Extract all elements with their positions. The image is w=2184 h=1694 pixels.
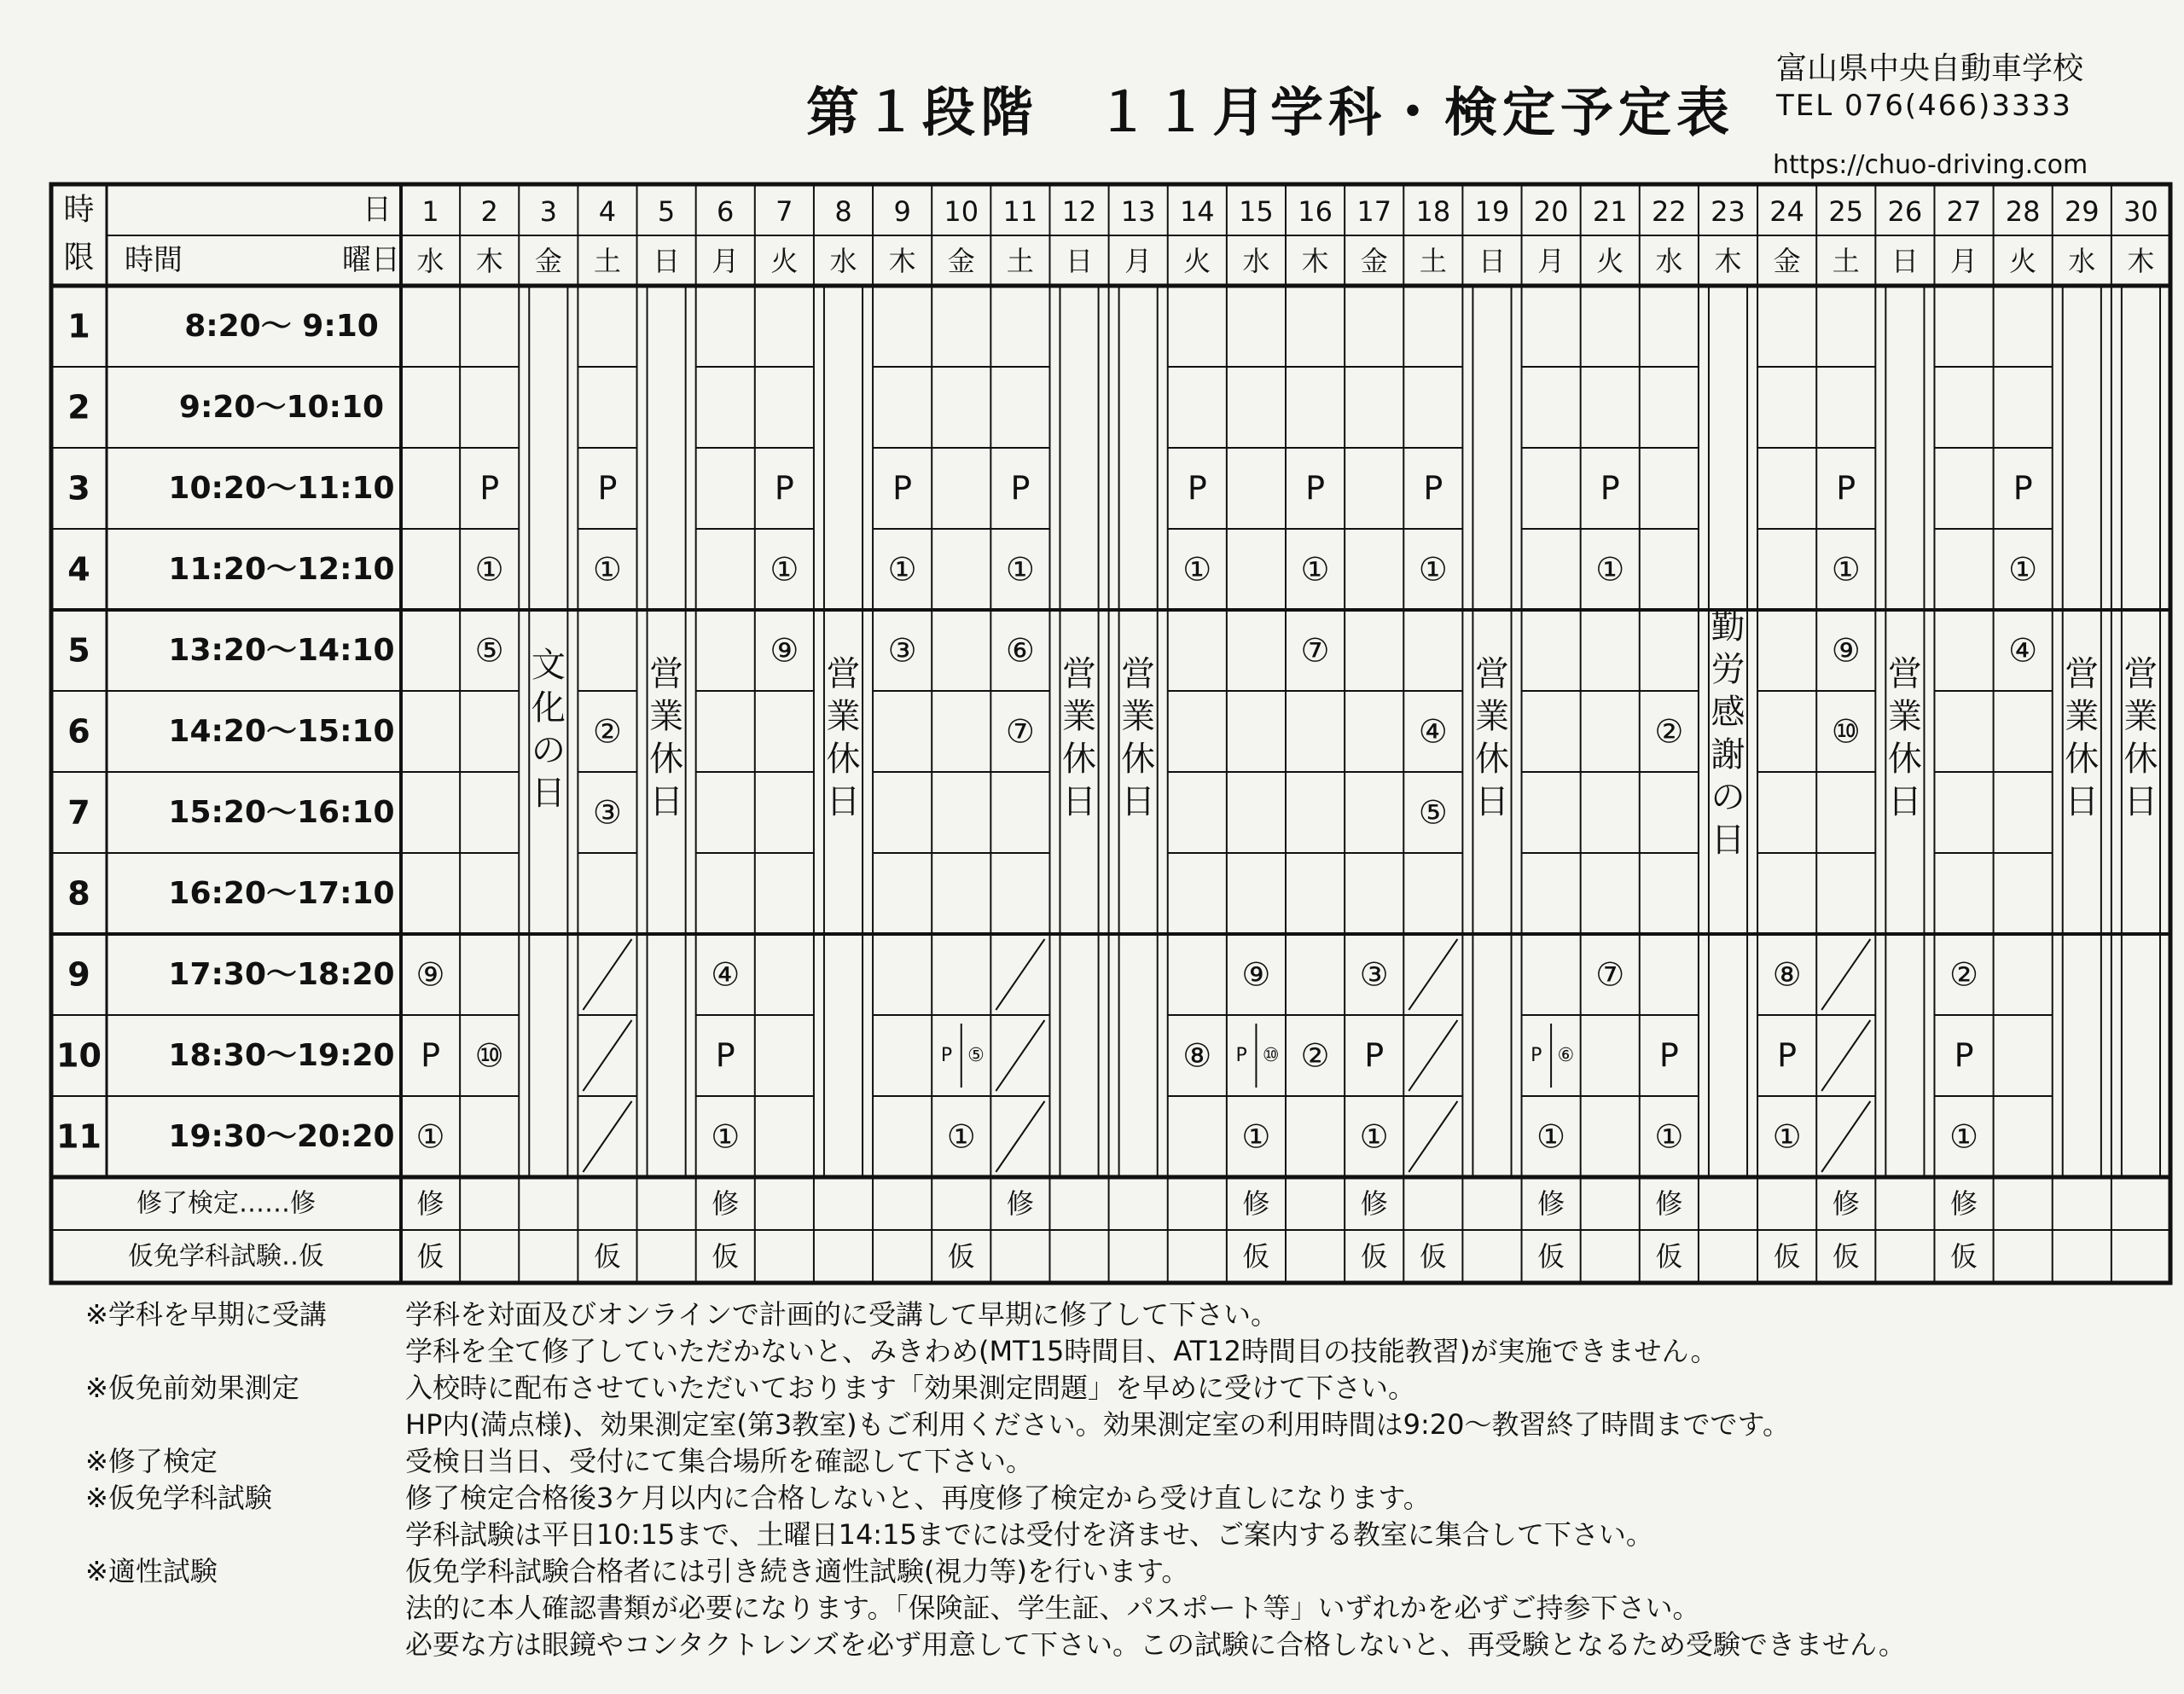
exam-row-label: 修了検定……修 (136, 1188, 316, 1219)
schedule-cell: ④ (711, 955, 741, 994)
note-label: ※修了検定 (85, 1445, 218, 1477)
slash-mark (583, 1101, 631, 1172)
closed-day-label: 業 (1121, 697, 1156, 736)
day-number: 8 (834, 195, 852, 228)
schedule-cell: ④ (2008, 631, 2038, 670)
day-number: 2 (480, 195, 498, 228)
period-number: 8 (67, 874, 90, 913)
exam-mark: 仮 (1773, 1240, 1801, 1273)
day-number: 12 (1061, 195, 1097, 228)
schedule-cell: ⑧ (1772, 955, 1802, 994)
split-cell-right: ⑤ (967, 1045, 985, 1066)
day-number: 28 (2005, 195, 2041, 228)
closed-day-label: 日 (649, 782, 684, 821)
note-label: ※仮免学科試験 (85, 1482, 272, 1514)
weekday: 木 (2127, 245, 2155, 277)
weekday: 金 (1360, 245, 1388, 277)
corner-time-label: 時間 (125, 243, 183, 277)
split-cell-left: P (940, 1045, 953, 1066)
day-number: 6 (717, 195, 735, 228)
weekday: 水 (829, 245, 857, 277)
period-time: 18:30～19:20 (168, 1038, 395, 1073)
note-text: 入校時に配布させていただいております「効果測定問題」を早めに受けて下さい。 (405, 1372, 1416, 1404)
day-number: 17 (1356, 195, 1392, 228)
period-time: 10:20～11:10 (168, 471, 395, 506)
weekday: 火 (1596, 245, 1624, 277)
corner-day-label: 日 (363, 193, 392, 227)
period-time: 14:20～15:10 (168, 714, 395, 749)
weekday: 火 (770, 245, 799, 277)
closed-day-label: 日 (2065, 782, 2100, 821)
schedule-cell: ⑦ (1005, 712, 1035, 751)
closed-day-label: 日 (1711, 821, 1745, 860)
schedule-cell: ① (1005, 550, 1035, 589)
note-text: 学科を全て修了していただかないと、みきわめ(MT15時間目、AT12時間目の技能教習)が実施できません。 (405, 1335, 1718, 1367)
day-number: 7 (775, 195, 793, 228)
schedule-cell: P (479, 469, 500, 508)
schedule-cell: ② (592, 712, 623, 751)
corner-weekday-label: 曜日 (342, 243, 400, 277)
exam-mark: 仮 (1360, 1240, 1388, 1273)
day-number: 14 (1179, 195, 1215, 228)
day-number: 24 (1769, 195, 1804, 228)
split-cell-left: P (1531, 1045, 1542, 1066)
slash-mark (1409, 939, 1457, 1010)
weekday: 月 (1124, 245, 1153, 277)
schedule-cell: P (892, 469, 913, 508)
schedule-cell: ③ (887, 631, 917, 670)
period-number: 11 (56, 1117, 102, 1156)
period-time: 9:20～10:10 (178, 390, 385, 425)
period-number: 9 (67, 955, 90, 994)
closed-day-label: の (1711, 778, 1745, 817)
closed-day-label: 日 (1474, 782, 1509, 821)
period-number: 3 (67, 469, 90, 508)
corner-jigen-bottom: 限 (63, 240, 95, 276)
exam-mark: 仮 (947, 1240, 975, 1273)
schedule-cell: ② (1949, 955, 1979, 994)
period-number: 7 (67, 793, 90, 832)
weekday: 日 (653, 245, 681, 277)
day-number: 9 (893, 195, 911, 228)
day-number: 23 (1711, 195, 1745, 228)
exam-mark: 仮 (1832, 1240, 1860, 1273)
schedule-cell: P (1777, 1036, 1798, 1075)
period-time: 11:20～12:10 (168, 552, 395, 587)
weekday: 木 (888, 245, 916, 277)
day-number: 4 (598, 195, 617, 228)
note-text: 必要な方は眼鏡やコンタクトレンズを必ず用意して下さい。この試験に合格しないと、再受験となるため受験できません。 (405, 1628, 1906, 1661)
weekday: 火 (2009, 245, 2037, 277)
schedule-cell: ① (1300, 550, 1330, 589)
day-number: 3 (539, 195, 558, 228)
schedule-cell: ② (1654, 712, 1684, 751)
slash-mark (1409, 1101, 1457, 1172)
weekday: 水 (416, 245, 444, 277)
schedule-cell: P (2013, 469, 2033, 508)
weekday: 土 (1006, 245, 1034, 277)
closed-day-label: 営 (2123, 654, 2158, 693)
day-number: 18 (1415, 195, 1451, 228)
schedule-cell: ⑨ (1241, 955, 1271, 994)
note-text: 受検日当日、受付にて集合場所を確認して下さい。 (405, 1445, 1034, 1477)
exam-mark: 修 (1006, 1187, 1034, 1220)
period-number: 6 (67, 712, 90, 751)
closed-day-label: 営 (1474, 654, 1509, 693)
schedule-cell: P (715, 1036, 735, 1075)
weekday: 日 (1891, 245, 1919, 277)
exam-mark: 仮 (1419, 1240, 1447, 1273)
closed-day-label: 日 (1121, 782, 1156, 821)
period-number: 1 (67, 307, 90, 345)
period-time: 8:20～ 9:10 (184, 309, 379, 344)
schedule-cell: ④ (1418, 712, 1448, 751)
note-text: 仮免学科試験合格者には引き続き適性試験(視力等)を行います。 (405, 1555, 1189, 1587)
schedule-cell: ① (1654, 1117, 1684, 1156)
exam-mark: 修 (1950, 1187, 1978, 1220)
period-number: 2 (67, 388, 90, 426)
weekday: 水 (1242, 245, 1270, 277)
weekday: 木 (1714, 245, 1742, 277)
weekday: 火 (1183, 245, 1211, 277)
school-phone: TEL 076(466)3333 (1776, 89, 2072, 123)
closed-day-label: 謝 (1711, 735, 1745, 774)
exam-mark: 修 (1242, 1187, 1270, 1220)
slash-mark (583, 939, 631, 1010)
weekday: 日 (1478, 245, 1506, 277)
schedule-cell: ⑩ (1831, 712, 1861, 751)
schedule-cell: P (774, 469, 794, 508)
day-number: 15 (1239, 195, 1274, 228)
period-number: 10 (56, 1036, 102, 1075)
period-time: 13:20～14:10 (168, 633, 395, 668)
slash-mark (1821, 1101, 1870, 1172)
exam-mark: 仮 (1950, 1240, 1978, 1273)
slash-mark (996, 1020, 1044, 1091)
schedule-cell: ① (1418, 550, 1448, 589)
schedule-cell: P (1658, 1036, 1679, 1075)
closed-day-label: 休 (2123, 740, 2158, 779)
schedule-cell: ① (415, 1117, 445, 1156)
schedule-cell: ⑤ (1418, 793, 1448, 832)
closed-day-label: 業 (1474, 697, 1509, 736)
schedule-cell: ⑤ (474, 631, 504, 670)
day-number: 20 (1533, 195, 1569, 228)
note-text: 修了検定合格後3ケ月以内に合格しないと、再度修了検定から受け直しになります。 (405, 1482, 1431, 1514)
closed-day-label: 休 (2065, 740, 2100, 779)
closed-day-label: 勤 (1711, 607, 1745, 647)
closed-day-label: 休 (1121, 740, 1156, 779)
schedule-cell: ⑦ (1595, 955, 1625, 994)
closed-day-label: 営 (1121, 654, 1156, 693)
schedule-cell: ⑨ (1831, 631, 1861, 670)
weekday: 月 (712, 245, 740, 277)
split-cell-right: ⑥ (1557, 1045, 1575, 1066)
closed-day-label: 営 (1887, 654, 1922, 693)
slash-mark (1409, 1020, 1457, 1091)
day-number: 11 (1002, 195, 1038, 228)
closed-day-label: 日 (2123, 782, 2158, 821)
schedule-cell: P (1187, 469, 1207, 508)
schedule-cell: ① (1359, 1117, 1389, 1156)
schedule-cell: ① (1182, 550, 1212, 589)
note-text: 学科試験は平日10:15まで、土曜日14:15までには受付を済ませ、ご案内する教室に集合して下さい。 (405, 1518, 1653, 1551)
schedule-cell: P (1305, 469, 1326, 508)
day-number: 21 (1592, 195, 1628, 228)
closed-day-label: 化 (531, 688, 566, 728)
period-number: 4 (67, 550, 90, 589)
schedule-cell: ① (1241, 1117, 1271, 1156)
note-label: ※学科を早期に受講 (85, 1298, 327, 1331)
exam-mark: 仮 (593, 1240, 621, 1273)
exam-row-label: 仮免学科試験‥仮 (127, 1241, 325, 1272)
schedule-cell: P (1836, 469, 1856, 508)
period-time: 15:20～16:10 (168, 795, 395, 830)
period-number: 5 (67, 631, 90, 670)
schedule-cell: ③ (1359, 955, 1389, 994)
slash-mark (1821, 939, 1870, 1010)
day-number: 27 (1946, 195, 1982, 228)
schedule-cell: ⑥ (1005, 631, 1035, 670)
school-url[interactable]: https://chuo-driving.com (1773, 150, 2088, 180)
school-name: 富山県中央自動車学校 (1776, 51, 2084, 86)
weekday: 日 (1066, 245, 1094, 277)
exam-mark: 仮 (416, 1240, 444, 1273)
schedule-cell: ⑨ (415, 955, 445, 994)
weekday: 水 (2068, 245, 2096, 277)
closed-day-label: 業 (1887, 697, 1922, 736)
day-number: 25 (1828, 195, 1864, 228)
slash-mark (1821, 1020, 1870, 1091)
schedule-cell: ① (2008, 550, 2038, 589)
slash-mark (583, 1020, 631, 1091)
day-number: 16 (1298, 195, 1333, 228)
schedule-cell: P (597, 469, 618, 508)
exam-mark: 修 (1360, 1187, 1388, 1220)
closed-day-label: 営 (1062, 654, 1097, 693)
closed-day-label: 日 (1062, 782, 1097, 821)
schedule-cell: ⑩ (474, 1036, 504, 1075)
day-number: 13 (1120, 195, 1156, 228)
weekday: 木 (475, 245, 503, 277)
weekday: 金 (1773, 245, 1801, 277)
exam-mark: 修 (1655, 1187, 1683, 1220)
weekday: 土 (1832, 245, 1860, 277)
exam-mark: 修 (1832, 1187, 1860, 1220)
schedule-cell: ① (946, 1117, 976, 1156)
schedule-cell: ① (592, 550, 623, 589)
closed-day-label: 休 (1474, 740, 1509, 779)
exam-mark: 仮 (1655, 1240, 1683, 1273)
schedule-cell: ① (770, 550, 799, 589)
closed-day-label: 休 (1062, 740, 1097, 779)
split-cell-right: ⑩ (1262, 1045, 1280, 1066)
closed-day-label: 業 (2065, 697, 2100, 736)
closed-day-label: 日 (1887, 782, 1922, 821)
closed-day-label: 業 (1062, 697, 1097, 736)
weekday: 土 (593, 245, 621, 277)
schedule-cell: ② (1300, 1036, 1330, 1075)
note-label: ※仮免前効果測定 (85, 1372, 299, 1404)
day-number: 30 (2123, 195, 2158, 228)
closed-day-label: 業 (826, 697, 861, 736)
schedule-cell: P (1364, 1036, 1385, 1075)
closed-day-label: 感 (1711, 693, 1745, 732)
schedule-cell: ① (711, 1117, 741, 1156)
schedule-cell: P (1600, 469, 1620, 508)
schedule-cell: P (1010, 469, 1031, 508)
day-number: 19 (1474, 195, 1510, 228)
weekday: 土 (1419, 245, 1447, 277)
schedule-cell: P (1954, 1036, 1974, 1075)
closed-day-label: 休 (1887, 740, 1922, 779)
note-text: HP内(満点様)、効果測定室(第3教室)もご利用ください。効果測定室の利用時間は9:20～教習終了時間までです。 (405, 1408, 1790, 1441)
closed-day-label: 営 (2065, 654, 2100, 693)
day-number: 5 (657, 195, 676, 228)
closed-day-label: 営 (826, 654, 861, 693)
note-text: 法的に本人確認書類が必要になります。「保険証、学生証、パスポート等」いずれかを必ずご持参下さい。 (405, 1592, 1700, 1624)
exam-mark: 修 (416, 1187, 444, 1220)
closed-day-label: 休 (826, 740, 861, 779)
closed-day-label: 営 (649, 654, 684, 693)
split-cell-left: P (1235, 1045, 1247, 1066)
day-number: 26 (1887, 195, 1923, 228)
weekday: 木 (1301, 245, 1329, 277)
corner-jigen-top: 時 (63, 192, 95, 228)
weekday: 月 (1950, 245, 1978, 277)
schedule-cell: P (1423, 469, 1443, 508)
closed-day-label: 休 (649, 740, 684, 779)
schedule-cell: ① (474, 550, 504, 589)
day-number: 10 (944, 195, 979, 228)
schedule-cell: ① (1831, 550, 1861, 589)
exam-mark: 仮 (1242, 1240, 1270, 1273)
note-label: ※適性試験 (85, 1555, 218, 1587)
exam-mark: 仮 (1537, 1240, 1565, 1273)
exam-mark: 仮 (712, 1240, 740, 1273)
schedule-cell: ① (887, 550, 917, 589)
weekday: 金 (947, 245, 975, 277)
day-number: 29 (2064, 195, 2100, 228)
day-number: 1 (421, 195, 439, 228)
day-number: 22 (1652, 195, 1687, 228)
slash-mark (996, 1101, 1044, 1172)
schedule-cell: ① (1595, 550, 1625, 589)
closed-day-label: 日 (531, 774, 566, 813)
schedule-cell: ⑦ (1300, 631, 1330, 670)
weekday: 月 (1537, 245, 1565, 277)
closed-day-label: 日 (826, 782, 861, 821)
period-time: 19:30～20:20 (168, 1119, 395, 1154)
schedule-cell: P (421, 1036, 441, 1075)
schedule-cell: ① (1772, 1117, 1802, 1156)
period-time: 16:20～17:10 (168, 876, 395, 911)
closed-day-label: 業 (2123, 697, 2158, 736)
schedule-cell: ① (1536, 1117, 1566, 1156)
schedule-cell: ⑧ (1182, 1036, 1212, 1075)
note-text: 学科を対面及びオンラインで計画的に受講して早期に修了して下さい。 (405, 1298, 1279, 1331)
weekday: 水 (1655, 245, 1683, 277)
schedule-cell: ⑨ (770, 631, 799, 670)
closed-day-label: の (531, 731, 566, 770)
exam-mark: 修 (1537, 1187, 1565, 1220)
closed-day-label: 業 (649, 697, 684, 736)
closed-day-label: 労 (1711, 650, 1745, 689)
closed-day-label: 文 (531, 646, 566, 685)
slash-mark (996, 939, 1044, 1010)
weekday: 金 (534, 245, 562, 277)
period-time: 17:30～18:20 (168, 957, 395, 992)
schedule-cell: ① (1949, 1117, 1979, 1156)
schedule-cell: ③ (592, 793, 623, 832)
exam-mark: 修 (712, 1187, 740, 1220)
page-title: 第１段階 １１月学科・検定予定表 (806, 81, 1735, 143)
